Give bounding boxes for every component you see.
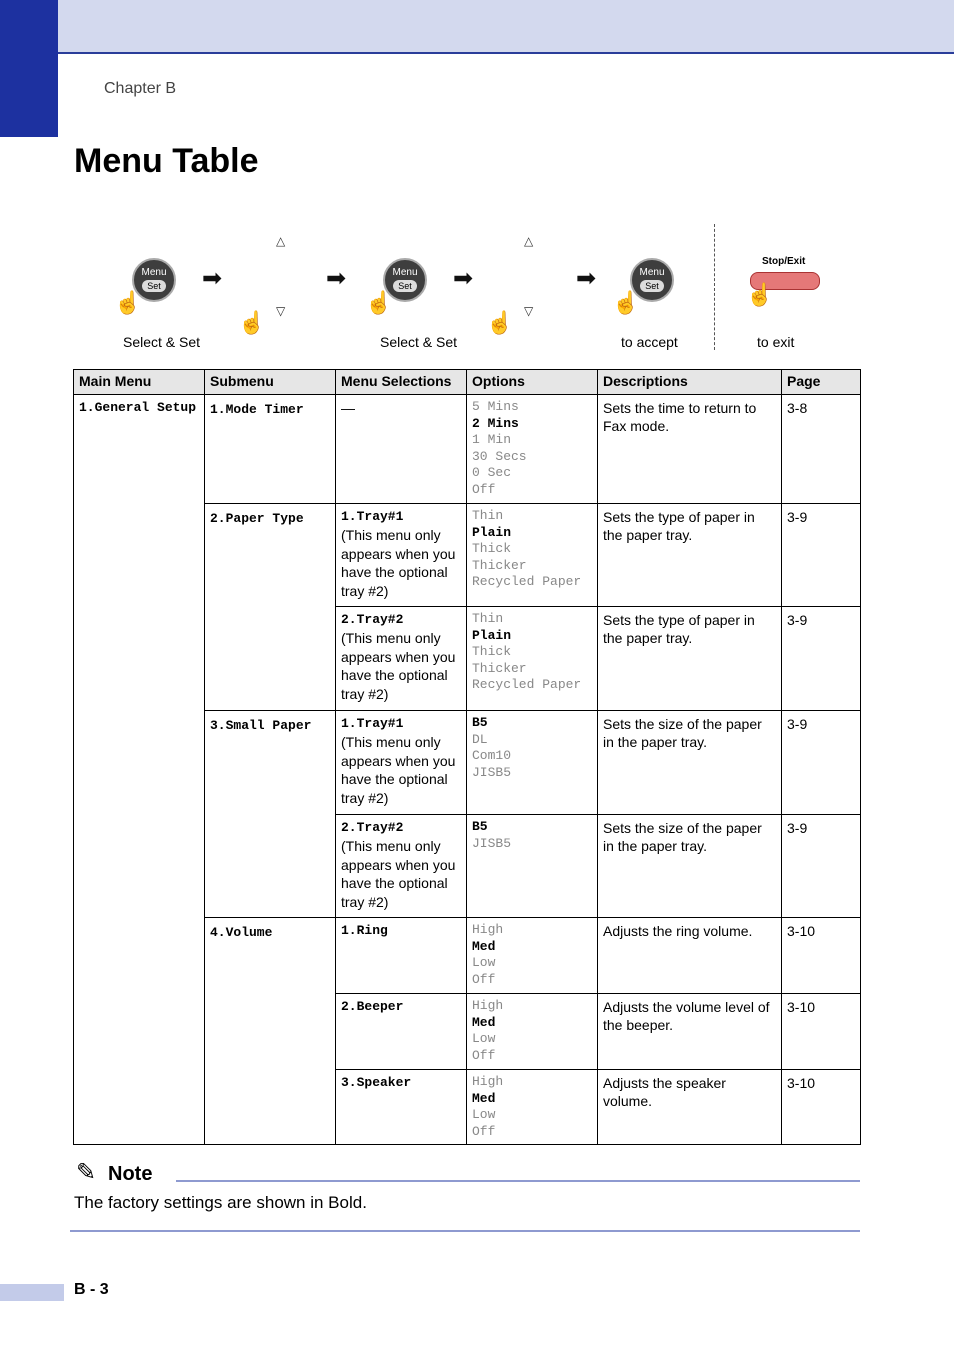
up-triangle-icon: △: [524, 234, 534, 248]
submenu-label: 1.Mode Timer: [210, 402, 304, 417]
option-value: Recycled Paper: [472, 574, 582, 590]
option-value: Thick: [472, 541, 512, 557]
option-value: Plain: [472, 524, 512, 540]
option-value: High: [472, 922, 504, 937]
submenu-cell: [205, 504, 336, 711]
page-cell: 3-10: [782, 1070, 861, 1145]
option-value: 0 Sec: [472, 465, 512, 481]
option-value: Recycled Paper: [472, 677, 582, 693]
page-title: Menu Table: [74, 142, 259, 180]
caption-to-accept: to accept: [621, 334, 678, 350]
options-cell: [467, 711, 598, 815]
page-cell: 3-10: [782, 918, 861, 994]
menu-selection-cell: [336, 395, 467, 504]
description-cell: Sets the size of the paper in the paper tray.: [598, 815, 782, 918]
options-cell: [467, 918, 598, 994]
caption-select-set-1: Select & Set: [123, 334, 201, 350]
set-label: Set: [640, 280, 664, 292]
option-value: B5: [472, 819, 488, 834]
option-value: Med: [472, 938, 496, 954]
page-number: B - 3: [74, 1281, 109, 1298]
page-number-bar: [0, 1284, 64, 1301]
selection-code: 1.Ring: [341, 923, 388, 938]
description-cell: Sets the size of the paper in the paper tray.: [598, 711, 782, 815]
page-cell: 3-8: [782, 395, 861, 504]
selection-code: 3.Speaker: [341, 1075, 412, 1090]
description-cell: Sets the type of paper in the paper tray.: [598, 607, 782, 711]
column-header: Menu Selections: [336, 370, 467, 395]
note-title: Note: [108, 1163, 153, 1185]
selection-code: —: [341, 400, 355, 416]
menu-label: Menu: [392, 267, 418, 278]
options-cell: [467, 607, 598, 711]
option-value: Thin: [472, 611, 504, 626]
description-cell: Adjusts the ring volume.: [598, 918, 782, 994]
description-cell: Sets the time to return to Fax mode.: [598, 395, 782, 504]
selection-code: 2.Beeper: [341, 999, 404, 1014]
option-value: 30 Secs: [472, 448, 527, 464]
option-value: B5: [472, 715, 488, 730]
option-value: Thick: [472, 644, 512, 660]
option-value: 5 Mins: [472, 399, 519, 414]
note-text: The factory settings are shown in Bold.: [74, 1193, 367, 1212]
selection-note: (This menu only appears when you have the optional tray #2): [341, 734, 456, 806]
page-cell: 3-10: [782, 994, 861, 1070]
description-cell: Adjusts the volume level of the beeper.: [598, 994, 782, 1070]
down-triangle-icon: ▽: [524, 304, 534, 318]
set-label: Set: [393, 280, 417, 292]
options-cell: [467, 1070, 598, 1145]
submenu-label: 4.Volume: [210, 925, 273, 940]
selection-note: (This menu only appears when you have the optional tray #2): [341, 527, 456, 599]
hand-pointer-icon: ☝: [365, 290, 393, 315]
chapter-label: Chapter B: [104, 80, 177, 97]
selection-code: 1.Tray#1: [341, 716, 404, 731]
stop-exit-label: Stop/Exit: [762, 256, 806, 267]
page-cell: 3-9: [782, 815, 861, 918]
divider: [714, 224, 715, 350]
note-pencil-icon: ✎: [76, 1159, 97, 1186]
option-value: High: [472, 1074, 504, 1089]
description-cell: Sets the type of paper in the paper tray.: [598, 504, 782, 607]
option-value: 1 Min: [472, 432, 512, 448]
caption-to-exit: to exit: [757, 334, 795, 350]
caption-select-set-2: Select & Set: [380, 334, 458, 350]
option-value: JISB5: [472, 764, 512, 780]
table-header-row: [74, 370, 861, 395]
selection-code: 2.Tray#2: [341, 612, 404, 627]
option-value: Off: [472, 1123, 496, 1139]
menu-selection-cell: [336, 815, 467, 918]
menu-table: [73, 369, 861, 1145]
page-cell: 3-9: [782, 504, 861, 607]
page-cell: 3-9: [782, 607, 861, 711]
column-header: Main Menu: [74, 370, 205, 395]
submenu-cell: [205, 918, 336, 1145]
menu-selection-cell: [336, 607, 467, 711]
right-arrow-icon: ➡: [202, 265, 223, 292]
main-menu-cell: [74, 395, 205, 1145]
option-value: Plain: [472, 627, 512, 643]
option-value: Off: [472, 481, 496, 497]
menu-selection-cell: [336, 1070, 467, 1145]
submenu-label: 2.Paper Type: [210, 511, 304, 526]
option-value: Thin: [472, 508, 504, 523]
menu-selection-cell: [336, 918, 467, 994]
option-value: Off: [472, 1047, 496, 1063]
header-band: [58, 0, 954, 54]
option-value: Off: [472, 971, 496, 987]
menu-label: Menu: [141, 267, 167, 278]
submenu-label: 3.Small Paper: [210, 718, 312, 733]
option-value: Low: [472, 1107, 496, 1123]
option-value: Thicker: [472, 557, 527, 573]
hand-pointer-icon: ☝: [486, 310, 514, 335]
submenu-cell: [205, 395, 336, 504]
options-cell: [467, 504, 598, 607]
menu-selection-cell: [336, 711, 467, 815]
navigation-diagram: [74, 220, 860, 360]
right-arrow-icon: ➡: [453, 265, 474, 292]
option-value: 2 Mins: [472, 415, 519, 431]
selection-code: 1.Tray#1: [341, 509, 404, 524]
hand-pointer-icon: ☝: [114, 290, 142, 315]
option-value: Com10: [472, 748, 512, 764]
hand-pointer-icon: ☝: [238, 310, 266, 335]
chapter-tab-block: [0, 0, 58, 137]
options-cell: [467, 994, 598, 1070]
option-value: Med: [472, 1014, 496, 1030]
column-header: Descriptions: [598, 370, 782, 395]
table-row: [74, 395, 861, 504]
selection-note: (This menu only appears when you have the optional tray #2): [341, 838, 456, 910]
option-value: JISB5: [472, 835, 512, 851]
option-value: Low: [472, 1031, 496, 1047]
set-label: Set: [142, 280, 166, 292]
right-arrow-icon: ➡: [576, 265, 597, 292]
hand-pointer-icon: ☝: [612, 290, 640, 315]
menu-selection-cell: [336, 994, 467, 1070]
option-value: DL: [472, 731, 488, 747]
page-cell: 3-9: [782, 711, 861, 815]
submenu-cell: [205, 711, 336, 918]
options-cell: [467, 815, 598, 918]
note-rule: [176, 1180, 860, 1182]
column-header: Page: [782, 370, 861, 395]
column-header: Submenu: [205, 370, 336, 395]
option-value: Thicker: [472, 660, 527, 676]
option-value: High: [472, 998, 504, 1013]
bottom-rule: [70, 1230, 860, 1232]
menu-selection-cell: [336, 504, 467, 607]
up-triangle-icon: △: [276, 234, 286, 248]
option-value: Low: [472, 955, 496, 971]
hand-pointer-icon: ☝: [746, 282, 774, 307]
menu-label: Menu: [639, 267, 665, 278]
option-value: Med: [472, 1090, 496, 1106]
selection-note: (This menu only appears when you have the optional tray #2): [341, 630, 456, 702]
selection-code: 2.Tray#2: [341, 820, 404, 835]
options-cell: [467, 395, 598, 504]
main-menu-label: 1.General Setup: [79, 400, 197, 415]
right-arrow-icon: ➡: [326, 265, 347, 292]
description-cell: Adjusts the speaker volume.: [598, 1070, 782, 1145]
column-header: Options: [467, 370, 598, 395]
down-triangle-icon: ▽: [276, 304, 286, 318]
